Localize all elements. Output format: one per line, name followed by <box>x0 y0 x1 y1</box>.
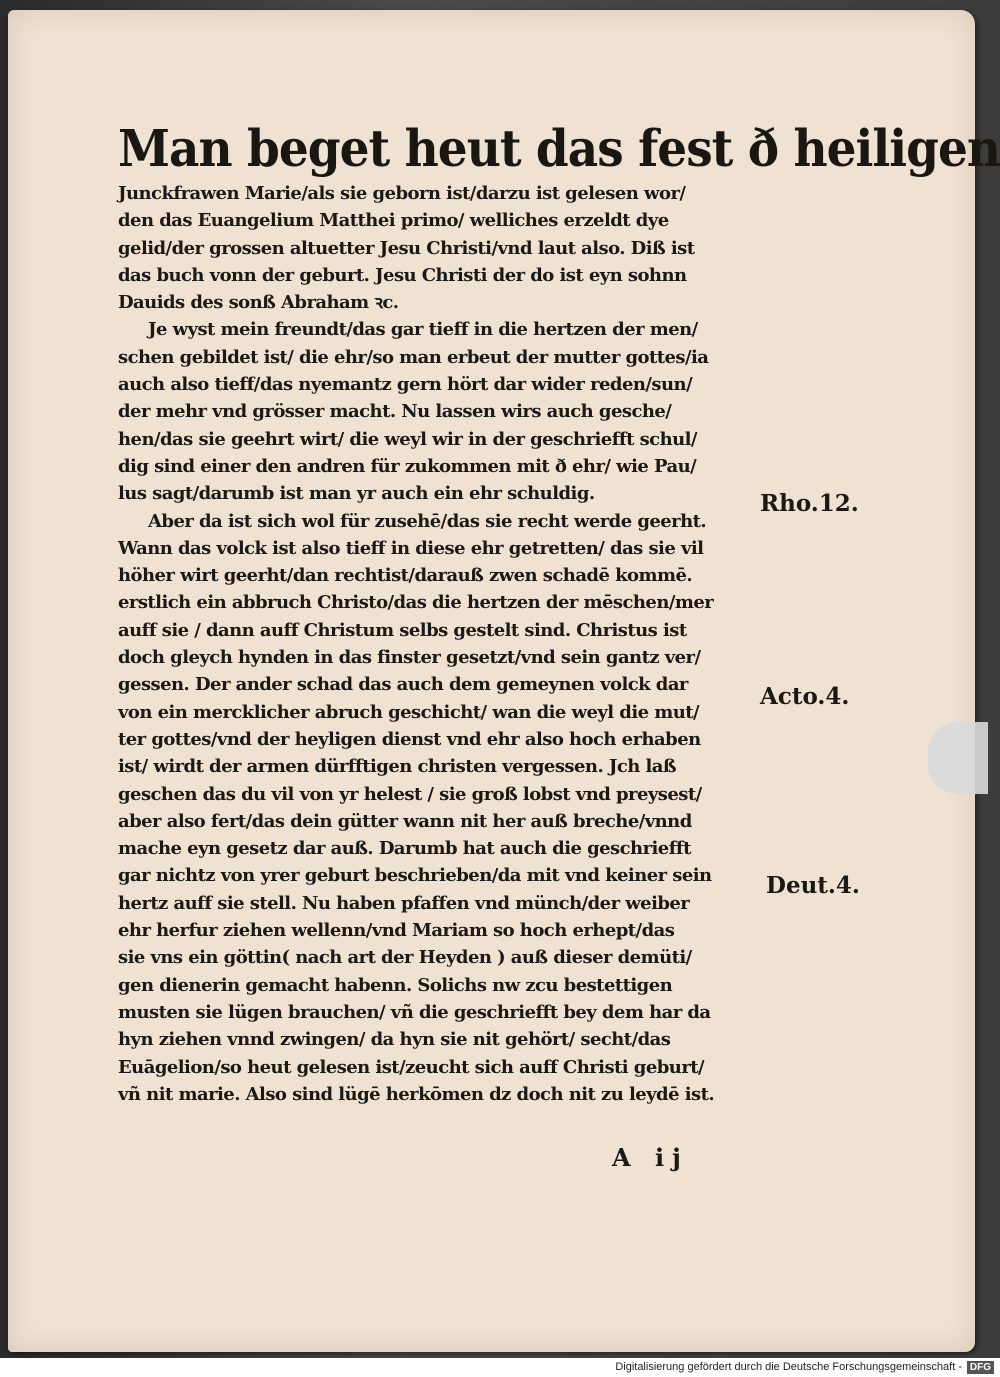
text-line: mache eyn gesetz dar auß. Darumb hat auch die geschriefft <box>118 838 691 860</box>
funding-credit: Digitalisierung gefördert durch die Deutsche Forschungsgemeinschaft - <box>615 1361 962 1373</box>
text-line: hen/das sie geehrt wirt/ die weyl wir in der geschriefft schul/ <box>118 428 697 450</box>
text-line: geschen das du vil von yr helest / sie groß lobst vnd preysest/ <box>118 783 702 805</box>
text-line: auch also tieff/das nyemantz gern hört dar wider reden/sun/ <box>118 374 693 396</box>
text-line: aber also fert/das dein gütter wann nit her auß breche/vnnd <box>118 810 692 832</box>
marginal-note: Rho.12. <box>760 490 859 517</box>
text-line: ist/ wirdt der armen dürfftigen christen vergessen. Jch laß <box>118 756 677 778</box>
text-line: gelid/der grossen altuetter Jesu Christi/vnd laut also. Diß ist <box>118 237 695 259</box>
marginal-note: Deut.4. <box>766 872 860 899</box>
page-heading: Man beget heut das fest ð heiligen <box>118 119 1000 180</box>
text-line: musten sie lügen brauchen/ vñ die geschriefft bey dem har da <box>118 1001 711 1023</box>
text-line: dig sind einer den andren für zukommen mit ð ehr/ wie Pau/ <box>118 455 697 477</box>
body-text <box>118 180 743 1108</box>
marginal-note: Acto.4. <box>760 683 850 710</box>
text-line: Aber da ist sich wol für zusehē/das sie recht werde geerht. <box>148 510 707 532</box>
text-line: das buch vonn der geburt. Jesu Christi der do ist eyn sohnn <box>118 264 687 286</box>
text-line: Junckfrawen Marie/als sie geborn ist/darzu ist gelesen wor/ <box>118 183 686 204</box>
text-line: ter gottes/vnd der heyligen dienst vnd ehr also hoch erhaben <box>118 728 701 750</box>
text-line: hertz auff sie stell. Nu haben pfaffen vnd münch/der weiber <box>118 892 690 914</box>
text-line: der mehr vnd grösser macht. Nu lassen wirs auch gesche/ <box>118 401 672 423</box>
text-line: hyn ziehen vnnd zwingen/ da hyn sie nit gehört/ secht/das <box>118 1029 671 1051</box>
dfg-logo: DFG <box>967 1361 994 1374</box>
text-line: Wann das volck ist also tieff in diese ehr getretten/ das sie vil <box>118 537 704 559</box>
text-line: sie vns ein göttin( nach art der Heyden ) auß dieser demüti/ <box>118 947 692 969</box>
text-line: von ein mercklicher abruch geschicht/ wan die weyl die mut/ <box>118 701 700 723</box>
text-line: schen gebildet ist/ die ehr/so man erbeut der mutter gottes/ia <box>118 346 709 368</box>
text-line: Dauids des sonß Abraham ꝛc. <box>118 292 399 314</box>
text-line: gen dienerin gemacht habenn. Solichs nw zcu bestettigen <box>118 974 673 996</box>
text-line: den das Euangelium Matthei primo/ welliches erzeldt dye <box>118 210 669 232</box>
scanner-page-tab <box>928 722 988 794</box>
text-line: doch gleych hynden in das finster gesetzt/vnd sein gantz ver/ <box>118 647 701 669</box>
text-line: Je wyst mein freundt/das gar tieff in die hertzen der men/ <box>148 319 698 341</box>
text-line: erstlich ein abbruch Christo/das die hertzen der mēschen/mer <box>118 592 714 614</box>
signature-mark: A ij <box>612 1143 689 1172</box>
text-line: gessen. Der ander schad das auch dem gemeynen volck dar <box>118 674 688 696</box>
text-line: Euāgelion/so heut gelesen ist/zeucht sich auff Christi geburt/ <box>118 1056 705 1078</box>
text-line: vñ nit marie. Also sind lügē herkōmen dz doch nit zu leydē ist. <box>118 1083 715 1105</box>
text-line: lus sagt/darumb ist man yr auch ein ehr schuldig. <box>118 483 595 505</box>
text-line: gar nichtz von yrer geburt beschrieben/da mit vnd keiner sein <box>118 865 712 887</box>
text-line: auff sie / dann auff Christum selbs gestelt sind. Christus ist <box>118 619 687 641</box>
text-line: höher wirt geerht/dan rechtist/darauß zwen schadē kommē. <box>118 565 693 587</box>
text-line: ehr herfur ziehen wellenn/vnd Mariam so hoch erhept/das <box>118 920 675 942</box>
